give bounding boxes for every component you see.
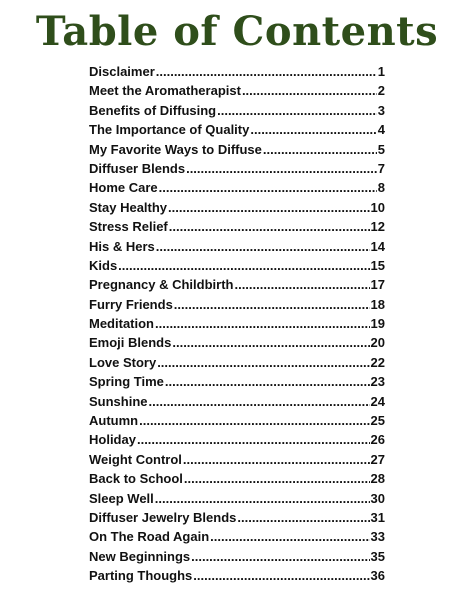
toc-entry-page-number: 17 [370,277,385,293]
toc-entry-label: Love Story [89,354,157,370]
toc-entry-page-number: 33 [370,529,385,545]
toc-entry-page-number: 20 [370,335,385,351]
toc-entry [89,316,385,335]
toc-entry [89,452,385,471]
toc-entry-label: His & Hers [89,238,155,254]
toc-dot-leader [156,239,370,254]
toc-entry-page-number: 10 [370,199,385,215]
toc-dot-leader [169,219,370,234]
toc-dot-leader [217,103,377,118]
toc-entry [89,568,385,587]
toc-entry-page-number: 8 [377,180,385,196]
toc-entry-page-number: 5 [377,141,385,157]
toc-entry-page-number: 19 [370,316,385,332]
toc-dot-leader [186,161,377,176]
toc-dot-leader [263,142,377,157]
toc-dot-leader [191,549,369,564]
toc-entry-page-number: 12 [370,219,385,235]
toc-entry [89,432,385,451]
toc-dot-leader [157,355,369,370]
toc-dot-leader [210,529,369,544]
toc-entry [89,297,385,316]
toc-entry-label: Home Care [89,180,158,196]
toc-entry [89,142,385,161]
toc-entry [89,374,385,393]
toc-entry [89,200,385,219]
toc-dot-leader [168,200,369,215]
toc-dot-leader [242,83,377,98]
toc-list [89,64,385,588]
toc-entry [89,258,385,277]
toc-entry-page-number: 31 [370,509,385,525]
toc-entry [89,103,385,122]
toc-entry-label: Disclaimer [89,64,155,79]
toc-entry-label: On The Road Again [89,529,210,545]
toc-dot-leader [250,122,376,137]
toc-dot-leader [155,316,370,331]
toc-entry-label: Emoji Blends [89,335,172,351]
toc-entry [89,335,385,354]
toc-dot-leader [184,471,370,486]
toc-entry [89,161,385,180]
toc-entry [89,413,385,432]
toc-entry-page-number: 28 [370,471,385,487]
toc-entry [89,491,385,510]
toc-entry-label: New Beginnings [89,548,191,564]
toc-dot-leader [172,335,369,350]
toc-entry [89,355,385,374]
toc-dot-leader [165,374,370,389]
toc-entry-label: Stress Relief [89,219,168,235]
toc-entry-page-number: 27 [370,451,385,467]
toc-entry-label: Benefits of Diffusing [89,102,217,118]
toc-entry-label: Autumn [89,413,139,429]
toc-dot-leader [155,491,370,506]
toc-entry [89,180,385,199]
toc-entry-page-number: 2 [377,83,385,99]
toc-entry-label: Pregnancy & Childbirth [89,277,234,293]
toc-dot-leader [183,452,370,467]
toc-entry-label: Parting Thoughs [89,568,193,584]
toc-dot-leader [118,258,369,273]
toc-entry-page-number: 14 [370,238,385,254]
toc-entry-page-number: 23 [370,374,385,390]
toc-entry [89,239,385,258]
page-title: Table of Contents [35,8,439,55]
toc-entry-label: My Favorite Ways to Diffuse [89,141,262,157]
toc-entry [89,394,385,413]
toc-entry-page-number: 15 [370,257,385,273]
toc-entry [89,471,385,490]
toc-dot-leader [237,510,369,525]
toc-entry-label: Furry Friends [89,296,173,312]
toc-entry-page-number: 36 [370,568,385,584]
toc-entry-page-number: 25 [370,413,385,429]
toc-entry-label: The Importance of Quality [89,122,250,138]
toc-entry-label: Holiday [89,432,136,448]
toc-dot-leader [159,180,377,195]
toc-dot-leader [234,277,369,292]
toc-entry-page-number: 3 [377,102,385,118]
toc-entry-label: Sleep Well [89,490,154,506]
toc-dot-leader [156,64,377,79]
toc-dot-leader [174,297,370,312]
toc-entry-page-number: 30 [370,490,385,506]
toc-dot-leader [139,413,369,428]
toc-entry-page-number: 1 [377,64,385,79]
toc-entry-label: Stay Healthy [89,199,168,215]
toc-entry-page-number: 22 [370,354,385,370]
toc-entry-label: Spring Time [89,374,164,390]
toc-dot-leader [193,568,369,583]
toc-entry [89,83,385,102]
toc-entry-label: Meditation [89,316,154,332]
toc-entry-page-number: 7 [377,160,385,176]
toc-entry-page-number: 35 [370,548,385,564]
toc-entry [89,277,385,296]
toc-entry-label: Diffuser Blends [89,160,186,176]
toc-entry [89,122,385,141]
toc-entry-page-number: 24 [370,393,385,409]
toc-entry-label: Kids [89,257,118,273]
toc-entry [89,64,385,83]
toc-dot-leader [149,394,370,409]
toc-entry-label: Diffuser Jewelry Blends [89,509,237,525]
toc-entry-label: Weight Control [89,451,182,467]
toc-entry [89,510,385,529]
toc-entry-label: Back to School [89,471,183,487]
toc-entry-page-number: 4 [377,122,385,138]
toc-entry [89,219,385,238]
toc-entry [89,549,385,568]
toc-entry [89,529,385,548]
toc-entry-page-number: 18 [370,296,385,312]
toc-entry-label: Meet the Aromatherapist [89,83,241,99]
toc-dot-leader [137,432,370,447]
toc-entry-label: Sunshine [89,393,148,409]
toc-entry-page-number: 26 [370,432,385,448]
